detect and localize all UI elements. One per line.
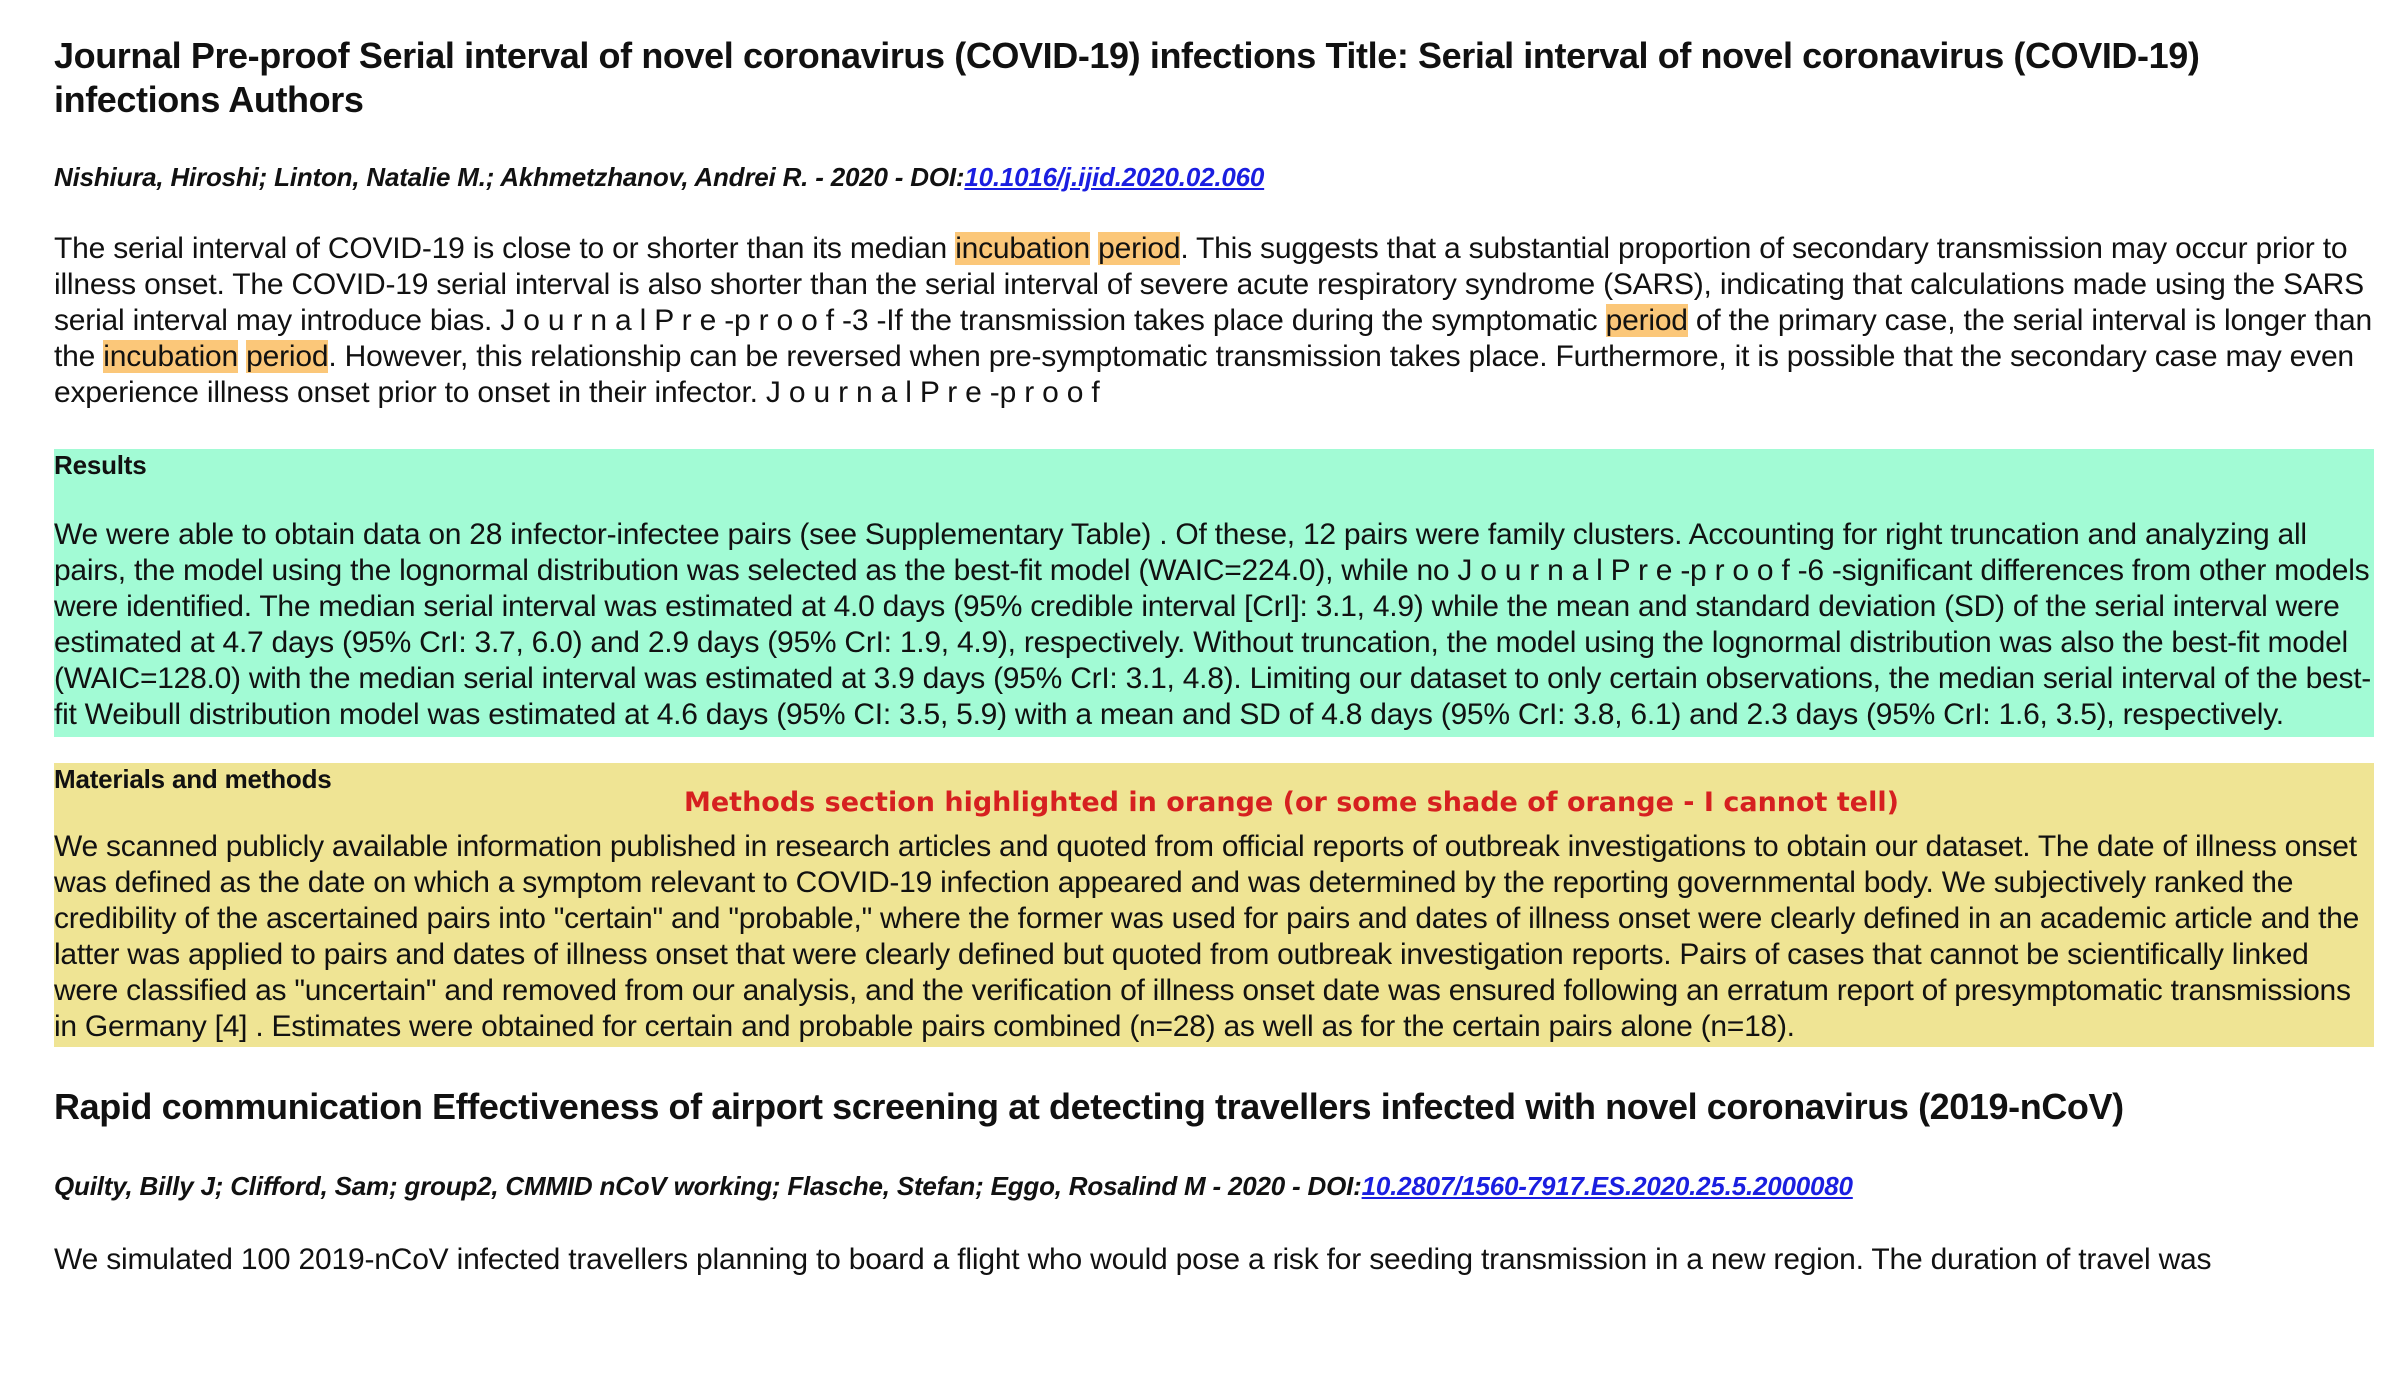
authors-text-2: Quilty, Billy J; Clifford, Sam; group2, CMMID nCoV working; Flasche, Stefan; Eggo, Rosalind M - 2020 - DOI: xyxy=(54,1171,1362,1201)
abstract-space xyxy=(1090,232,1098,265)
highlighted-term: incubation xyxy=(955,232,1090,265)
abstract-2: We simulated 100 2019-nCoV infected travellers planning to board a flight who would pose a risk for seeding transmission in a new region. The duration of travel was xyxy=(54,1243,2212,1276)
highlighted-term: incubation xyxy=(103,340,239,373)
abstract-text: of the primary case, the serial interval is longer than the xyxy=(54,304,2372,373)
abstract xyxy=(54,231,2374,411)
article-meta-2 xyxy=(54,1171,2374,1202)
methods-heading: Materials and methods xyxy=(54,764,332,794)
abstract-space xyxy=(238,340,246,373)
results-heading: Results xyxy=(54,450,147,480)
doi-link-2[interactable]: 10.2807/1560-7917.ES.2020.25.5.2000080 xyxy=(1361,1171,1853,1201)
doi-link[interactable]: 10.1016/j.ijid.2020.02.060 xyxy=(964,162,1265,192)
abstract-text: The serial interval of COVID-19 is close to or shorter than its median xyxy=(54,232,956,265)
results-section xyxy=(54,449,2374,737)
methods-annotation: Methods section highlighted in orange (or some shade of orange - I cannot tell) xyxy=(684,787,1899,818)
abstract-text: . This suggests that a substantial proportion of secondary transmission may occur prior to illness onset. The COVID-19 serial interval is also shorter than the serial interval of severe acute respiratory syndrome (SARS), indicating that calculations made using the SARS serial interval may introduce bias. J o u r n a l P r e -p r o o f -3 -If the transmission takes place during the symptomatic xyxy=(54,232,2364,337)
highlighted-term: period xyxy=(1098,232,1181,265)
methods-body: We scanned publicly available information published in research articles and quoted from official reports of outbreak investigations to obtain our dataset. The date of illness onset was defined as the date on which a symptom relevant to COVID-19 infection appeared and was determined by the reporting governmental body. We subjectively ranked the credibility of the ascertained pairs into "certain" and "probable," where the former was used for pairs and dates of illness onset were clearly defined in an academic article and the latter was applied to pairs and dates of illness onset that were clearly defined but quoted from outbreak investigation reports. Pairs of cases that cannot be scientifically linked were classified as "uncertain" and removed from our analysis, and the verification of illness onset date was ensured following an erratum report of presymptomatic transmissions in Germany [4] . Estimates were obtained for certain and probable pairs combined (n=28) as well as for the certain pairs alone (n=18). xyxy=(54,830,2360,1043)
abstract-text: . However, this relationship can be reversed when pre-symptomatic transmission takes place. Furthermore, it is possible that the secondary case may even experience illness onset prior to onset in their infector. J o u r n a l P r e -p r o o f xyxy=(54,340,2354,409)
methods-section xyxy=(54,763,2374,1047)
highlighted-term: period xyxy=(1605,304,1688,337)
results-body: We were able to obtain data on 28 infector-infectee pairs (see Supplementary Table) . Of these, 12 pairs were family clusters. Accounting for right truncation and analyzing all pairs, the model using the lognormal distribution was selected as the best-fit model (WAIC=224.0), while no J o u r n a l P r e -p r o o f -6 -significant differences from other models were identified. The median serial interval was estimated at 4.0 days (95% credible interval [CrI]: 3.1, 4.9) while the mean and standard deviation (SD) of the serial interval were estimated at 4.7 days (95% CrI: 3.7, 6.0) and 2.9 days (95% CrI: 1.9, 4.9), respectively. Without truncation, the model using the lognormal distribution was also the best-fit model (WAIC=128.0) with the median serial interval was estimated at 3.9 days (95% CrI: 3.1, 4.8). Limiting our dataset to only certain observations, the median serial interval of the best-fit Weibull distribution model was estimated at 4.6 days (95% CI: 3.5, 5.9) with a mean and SD of 4.8 days (95% CrI: 3.8, 6.1) and 2.3 days (95% CrI: 1.6, 3.5), respectively. xyxy=(54,518,2372,731)
article-title-2: Rapid communication Effectiveness of airport screening at detecting travellers infected with novel coronavirus (2019-nCoV) xyxy=(54,1086,2124,1127)
article-title: Journal Pre-proof Serial interval of novel coronavirus (COVID-19) infections Title: Serial interval of novel coronavirus (COVID-19) infections Authors xyxy=(54,35,2200,120)
authors-text: Nishiura, Hiroshi; Linton, Natalie M.; Akhmetzhanov, Andrei R. - 2020 - DOI: xyxy=(54,162,965,192)
article-meta xyxy=(54,162,2374,193)
document-page xyxy=(54,34,2374,1278)
highlighted-term: period xyxy=(246,340,329,373)
